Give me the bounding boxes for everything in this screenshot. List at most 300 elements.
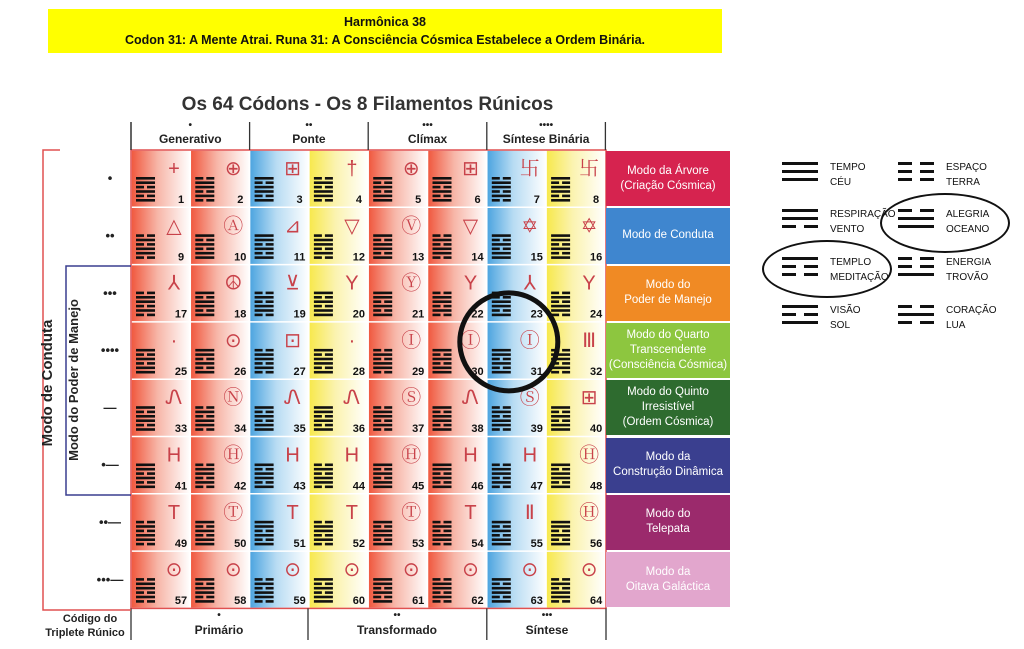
hexagram-line	[492, 477, 500, 480]
rune-glyph: ⊞	[580, 387, 598, 410]
left-outer-label: Modo de Conduta	[39, 319, 56, 447]
hexagram-line	[384, 358, 392, 361]
hexagram-line	[325, 186, 333, 189]
hexagram-line	[195, 186, 214, 189]
hexagram-line	[373, 239, 381, 242]
codon-number: 11	[293, 251, 306, 264]
codon-number: 63	[530, 595, 543, 608]
row-label	[606, 380, 730, 435]
hexagram-line	[255, 591, 274, 594]
hexagram-line	[373, 419, 381, 422]
row-label	[606, 552, 730, 607]
hexagram-line	[147, 256, 155, 259]
hexagram-line	[136, 186, 144, 189]
hexagram-line	[314, 419, 333, 422]
hexagram-line	[147, 543, 155, 546]
hexagram-line	[551, 199, 570, 202]
rune-glyph: H	[166, 444, 182, 467]
codon-number: 10	[234, 251, 247, 264]
hexagram-line	[314, 371, 333, 374]
hexagram-line	[503, 534, 511, 537]
hexagram-line	[551, 481, 559, 484]
hexagram-line	[136, 534, 155, 537]
codon-number: 59	[293, 595, 306, 608]
column-header: Síntese Binária	[502, 132, 590, 146]
hexagram-line	[136, 252, 155, 255]
hexagram-line	[195, 349, 214, 352]
hexagram-line	[314, 424, 322, 427]
row-code: •	[107, 170, 113, 186]
hexagram-line	[314, 314, 333, 317]
hexagram-line	[314, 538, 333, 541]
rune-glyph: ⊻	[285, 272, 300, 295]
hexagram-line	[492, 521, 511, 524]
rune-glyph: T	[345, 501, 359, 524]
hexagram-line	[314, 181, 333, 184]
row-label-line: (Consciência Cósmica)	[608, 359, 728, 372]
hexagram-line	[551, 428, 570, 431]
row-label-line: Modo da	[645, 451, 691, 464]
hexagram-line	[255, 543, 274, 546]
codon-number: 61	[412, 595, 425, 608]
row-label-line: Modo do Quinto	[627, 386, 709, 399]
rune-glyph: Ꮑ	[462, 387, 479, 410]
hexagram-line	[433, 464, 452, 467]
legend-item	[898, 303, 1008, 337]
row-label-line: (Criação Cósmica)	[620, 179, 716, 192]
hexagram-line	[255, 181, 263, 184]
hexagram-line	[206, 367, 214, 370]
hexagram-line	[433, 296, 452, 299]
row-label-line: Modo de Conduta	[622, 229, 714, 242]
hexagram-line	[195, 199, 203, 202]
hexagram-line	[562, 195, 570, 198]
hexagram-line	[136, 256, 144, 259]
hexagram-line	[255, 468, 263, 471]
hexagram-line	[551, 234, 570, 237]
hexagram-line	[195, 477, 203, 480]
hexagram-line	[433, 190, 452, 193]
legend-top-label: CORAÇÃO	[946, 305, 997, 316]
row-label-text	[609, 328, 727, 373]
hexagram-line	[255, 358, 274, 361]
hexagram-line	[195, 591, 214, 594]
legend-top-label: ENERGIA	[946, 257, 992, 268]
hexagram-line	[492, 309, 500, 312]
hexagram-line	[492, 538, 511, 541]
hexagram-line	[195, 314, 214, 317]
rune-glyph: Y	[463, 272, 478, 295]
hexagram-line	[206, 525, 214, 528]
hexagram-line	[195, 190, 203, 193]
hexagram-line	[444, 243, 452, 246]
hexagram-line	[195, 521, 214, 524]
rune-glyph: ⅄	[523, 272, 536, 295]
hexagram-line	[147, 314, 155, 317]
codon-number: 36	[352, 423, 366, 436]
hexagram-line	[206, 486, 214, 489]
legend-item	[782, 207, 896, 241]
hexagram-line	[195, 252, 214, 255]
hexagram-line	[195, 468, 214, 471]
hexagram-line	[433, 477, 452, 480]
hexagram-line	[433, 186, 441, 189]
hexagram-line	[492, 190, 500, 193]
hexagram-line	[373, 424, 392, 427]
hexagram-line	[492, 534, 500, 537]
hexagram-line	[255, 583, 274, 586]
hexagram-line	[433, 521, 441, 524]
codon-number: 38	[471, 423, 484, 436]
hexagram-line	[136, 596, 155, 599]
hexagram-line	[384, 525, 392, 528]
legend-text	[946, 160, 987, 190]
hexagram-line	[384, 428, 392, 431]
hexagram-line	[384, 190, 392, 193]
row-label-text	[623, 385, 714, 430]
trigram-icon	[782, 209, 818, 235]
hexagram-line	[314, 600, 333, 603]
corner-label: Triplete Rúnico	[45, 627, 125, 639]
hexagram-line	[266, 587, 274, 590]
rune-glyph: H	[344, 444, 360, 467]
hexagram-line	[255, 472, 274, 475]
hexagram-line	[266, 411, 274, 414]
hexagram-line	[206, 296, 214, 299]
hexagram-line	[255, 177, 274, 180]
hexagram-line	[136, 305, 144, 308]
hexagram-line	[433, 415, 452, 418]
hexagram-line	[136, 248, 155, 251]
legend-item	[782, 160, 892, 194]
hexagram-line	[444, 256, 452, 259]
hexagram-line	[136, 309, 155, 312]
hexagram-line	[314, 239, 333, 242]
hexagram-line	[314, 234, 322, 237]
trigram-icon	[898, 257, 934, 283]
rune-glyph: Ꮑ	[343, 387, 361, 410]
hexagram-line	[384, 596, 392, 599]
rune-glyph: Ⓗ	[401, 444, 422, 467]
codon-number: 13	[412, 251, 425, 264]
hexagram-line	[314, 256, 322, 259]
hexagram-line	[562, 252, 570, 255]
hexagram-line	[147, 292, 155, 295]
codon-number: 62	[471, 595, 484, 608]
hexagram-line	[492, 464, 500, 467]
rune-glyph: T	[464, 501, 477, 524]
hexagram-line	[255, 419, 263, 422]
hexagram-line	[373, 300, 381, 303]
row-code: —	[103, 399, 117, 415]
column-header: Generativo	[158, 132, 222, 146]
hexagram-line	[147, 305, 155, 308]
hexagram-line	[314, 534, 322, 537]
hexagram-line	[373, 234, 392, 237]
hexagram-line	[255, 596, 274, 599]
row-label-text	[613, 450, 723, 480]
legend-text	[946, 255, 991, 285]
hexagram-line	[325, 521, 333, 524]
hexagram-line	[433, 428, 452, 431]
hexagram-line	[314, 477, 333, 480]
hexagram-line	[492, 367, 500, 370]
hexagram-line	[195, 195, 214, 198]
hexagram-line	[314, 195, 333, 198]
hexagram-line	[503, 464, 511, 467]
hexagram-line	[266, 181, 274, 184]
rune-glyph: T	[286, 501, 299, 524]
hexagram-line	[136, 358, 155, 361]
hexagram-line	[195, 358, 203, 361]
rune-glyph: Ꮑ	[165, 387, 183, 410]
hexagram-line	[195, 578, 214, 581]
hexagram-line	[266, 362, 274, 365]
hexagram-line	[551, 464, 570, 467]
hexagram-line	[551, 300, 559, 303]
rune-glyph: △	[166, 215, 182, 238]
hexagram-line	[136, 234, 144, 237]
legend-item	[898, 255, 1008, 289]
hexagram-line	[255, 234, 274, 237]
hexagram-line	[136, 591, 144, 594]
hexagram-line	[492, 543, 511, 546]
hexagram-line	[314, 543, 322, 546]
hexagram-line	[433, 353, 441, 356]
hexagram-line	[136, 292, 144, 295]
hexagram-line	[492, 239, 500, 242]
hexagram-line	[444, 578, 452, 581]
hexagram-line	[195, 525, 203, 528]
hexagram-line	[136, 600, 144, 603]
hexagram-line	[195, 300, 214, 303]
hexagram-line	[325, 543, 333, 546]
rune-glyph: Ⓗ	[579, 501, 600, 524]
hexagram-line	[492, 199, 500, 202]
hexagram-line	[136, 371, 155, 374]
rune-glyph: Ⓨ	[401, 272, 422, 295]
rune-glyph: H	[463, 444, 478, 467]
hexagram-line	[492, 406, 500, 409]
hexagram-line	[195, 534, 203, 537]
hexagram-line	[255, 486, 274, 489]
hexagram-line	[147, 186, 155, 189]
hexagram-line	[503, 248, 511, 251]
hexagram-line	[255, 424, 274, 427]
hexagram-line	[206, 358, 214, 361]
rune-glyph: Ⓘ	[519, 329, 540, 352]
hexagram-line	[325, 305, 333, 308]
hexagram-line	[551, 256, 570, 259]
hexagram-line	[384, 406, 392, 409]
hexagram-line	[206, 596, 214, 599]
hexagram-line	[433, 248, 452, 251]
codon-number: 47	[530, 480, 543, 493]
hexagram-line	[325, 234, 333, 237]
hexagram-line	[373, 256, 392, 259]
hexagram-line	[562, 292, 570, 295]
hexagram-line	[562, 600, 570, 603]
hexagram-line	[255, 252, 263, 255]
hexagram-line	[551, 486, 570, 489]
hexagram-line	[433, 525, 452, 528]
trigram-icon	[898, 305, 934, 331]
codon-number: 41	[174, 480, 188, 493]
legend-bottom-label: TROVÃO	[946, 272, 989, 283]
hexagram-line	[551, 367, 570, 370]
codon-number: 28	[352, 365, 366, 378]
codon-number: 7	[533, 194, 540, 206]
hexagram-line	[255, 353, 274, 356]
hexagram-line	[373, 358, 381, 361]
group-dots: •	[217, 610, 221, 621]
hexagram-line	[314, 415, 322, 418]
hexagram-line	[147, 481, 155, 484]
rune-glyph: T	[167, 501, 181, 524]
hexagram-line	[373, 583, 392, 586]
rune-glyph: ⊕	[224, 158, 242, 180]
hexagram-line	[136, 367, 155, 370]
hexagram-line	[492, 525, 500, 528]
group-dots: •••	[541, 610, 553, 621]
hexagram-line	[551, 477, 570, 480]
codon-number: 30	[471, 365, 484, 378]
hexagram-line	[373, 248, 392, 251]
hexagram-line	[266, 300, 274, 303]
hexagram-line	[433, 252, 452, 255]
hexagram-line	[433, 300, 452, 303]
codon-number: 29	[412, 365, 425, 378]
hexagram-line	[314, 468, 333, 471]
hexagram-line	[206, 406, 214, 409]
hexagram-line	[314, 530, 333, 533]
hexagram-line	[433, 199, 452, 202]
codon-number: 24	[589, 308, 603, 321]
hexagram-line	[492, 353, 511, 356]
hexagram-line	[373, 415, 392, 418]
hexagram-line	[433, 181, 452, 184]
hexagram-line	[195, 415, 203, 418]
hexagram-line	[373, 314, 392, 317]
codon-number: 23	[530, 308, 543, 321]
codon-number: 54	[471, 537, 484, 550]
hexagram-line	[503, 309, 511, 312]
hexagram-line	[136, 181, 155, 184]
hexagram-line	[195, 530, 214, 533]
hexagram-line	[384, 587, 392, 590]
hexagram-line	[373, 243, 392, 246]
rune-glyph: ✡	[580, 215, 598, 238]
hexagram-line	[147, 424, 155, 427]
rune-glyph: ⊙	[284, 559, 301, 582]
hexagram-line	[325, 177, 333, 180]
legend-top-label: ESPAÇO	[946, 162, 987, 173]
hexagram-line	[136, 525, 155, 528]
row-label	[606, 208, 730, 263]
hexagram-line	[255, 538, 263, 541]
hexagram-line	[195, 243, 214, 246]
hexagram-line	[266, 292, 274, 295]
rune-glyph: ⊞	[284, 158, 301, 180]
legend-top-label: TEMPLO	[830, 257, 872, 268]
hexagram-line	[551, 419, 559, 422]
hexagram-line	[255, 195, 263, 198]
codon-number: 16	[589, 251, 603, 264]
hexagram-line	[147, 578, 155, 581]
hexagram-line	[373, 530, 392, 533]
hexagram-line	[551, 534, 570, 537]
hexagram-line	[314, 587, 333, 590]
hexagram-line	[551, 543, 570, 546]
codon-number: 20	[352, 308, 366, 321]
hexagram-line	[433, 424, 441, 427]
hexagram-line	[384, 181, 392, 184]
hexagram-line	[562, 300, 570, 303]
legend-top-label: TEMPO	[830, 162, 866, 173]
codon-number: 52	[352, 537, 366, 550]
rune-glyph: 卐	[519, 158, 540, 180]
hexagram-line	[314, 406, 333, 409]
row-label-text	[624, 278, 712, 308]
hexagram-line	[195, 481, 214, 484]
hexagram-line	[266, 243, 274, 246]
row-label-text	[620, 164, 715, 194]
hexagram-line	[444, 591, 452, 594]
hexagram-line	[314, 300, 333, 303]
rune-glyph: Ⅲ	[582, 329, 596, 352]
hexagram-line	[433, 243, 441, 246]
hexagram-line	[136, 538, 155, 541]
hexagram-line	[503, 428, 511, 431]
hexagram-line	[562, 481, 570, 484]
codon-number: 35	[293, 423, 306, 436]
hexagram-line	[314, 186, 322, 189]
hexagram-line	[551, 525, 570, 528]
hexagram-line	[373, 305, 392, 308]
hexagram-line	[444, 543, 452, 546]
hexagram-line	[136, 543, 144, 546]
hexagram-line	[314, 190, 333, 193]
rune-glyph: ⊡	[284, 329, 301, 352]
hexagram-line	[147, 472, 155, 475]
hexagram-line	[255, 411, 263, 414]
codon-number: 21	[412, 308, 425, 321]
codon-number: 56	[589, 537, 603, 550]
hexagram-line	[433, 349, 452, 352]
hexagram-line	[136, 472, 144, 475]
rune-glyph: Ⓢ	[401, 387, 422, 410]
hexagram-line	[255, 362, 263, 365]
left-inner-label: Modo do Poder de Manejo	[66, 299, 81, 461]
hexagram-line	[433, 486, 452, 489]
hexagram-line	[373, 362, 392, 365]
row-code: ••••	[100, 342, 120, 358]
rune-glyph: Ⓣ	[223, 501, 244, 524]
group-dots: ••	[393, 610, 401, 621]
hexagram-line	[195, 428, 203, 431]
hexagram-line	[136, 578, 144, 581]
hexagram-line	[195, 256, 214, 259]
hexagram-line	[195, 181, 214, 184]
codon-number: 15	[530, 251, 543, 264]
hexagram-line	[444, 521, 452, 524]
hexagram-line	[551, 521, 570, 524]
hexagram-line	[503, 358, 511, 361]
codon-number: 19	[293, 308, 306, 321]
hexagram-line	[255, 481, 263, 484]
hexagram-line	[433, 362, 441, 365]
hexagram-line	[373, 464, 392, 467]
